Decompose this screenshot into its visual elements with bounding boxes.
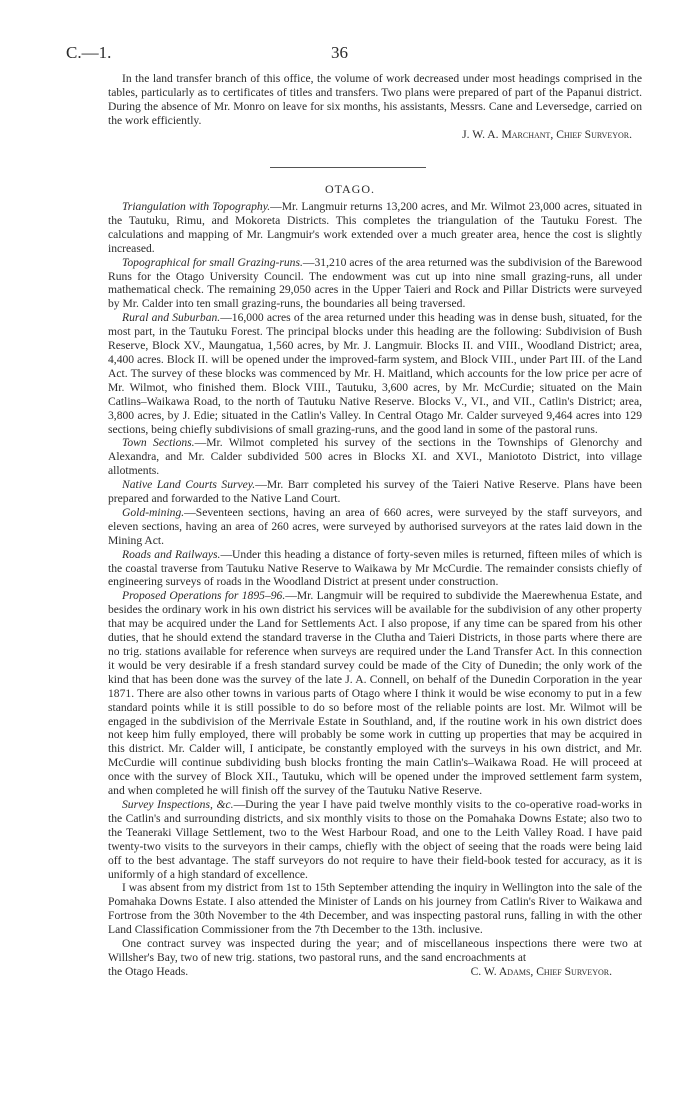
body: —During the year I have paid twelve monthly visits to the co-operative road-works in the Catlin's and surrounding districts, and six monthly visits to those on the Pomahaka Downs Estate; also two to the Teaneraki Village Settlement, two to the West Harbour Road, and one to the Leith Valley Road. I have paid twenty-two visits to the surveyors in their camps, chiefly with the object of seeing that the roads were being laid off to the best advantage. The staff surveyors do not require to have their field-book tested for accuracy, as it is uniformly of a high standard of excellence. (108, 797, 642, 881)
body: —Seventeen sections, having an area of 660 acres, were surveyed by the staff surveyors, and eleven sections, having an area of 260 acres, were surveyed by authorised surveyors at the rates laid down in the Mining Act. (108, 505, 642, 547)
body: —31,210 acres of the area returned was the subdivision of the Barewood Runs for the Otago University Council. The endowment was cut up into nine small grazing-runs, all under mathematical check. The remaining 29,050 acres in the Upper Taieri and Rock and Pillar Districts were surveyed by Mr. Calder into ten small grazing-runs, the boundaries all being traversed. (108, 255, 642, 311)
heading: Topographical for small Grazing-runs. (122, 255, 303, 269)
section-divider (270, 167, 426, 168)
body: —Mr. Langmuir returns 13,200 acres, and Mr. Wilmot 23,000 acres, situated in the Tautuku, Rimu, and Mokoreta Districts. This completes the triangulation of the Tautuku Forest. The calculations and mapping of Mr. Langmuir's work extended over a much greater area, hence the cost is slightly increased. (108, 200, 642, 255)
land-transfer-section (108, 72, 642, 142)
heading: Rural and Suburban. (122, 311, 221, 325)
section-title-otago: OTAGO. (324, 182, 376, 196)
closing-last-line-text: the Otago Heads. (108, 964, 189, 978)
closing-last-line (108, 965, 642, 979)
heading: Gold-mining. (122, 505, 185, 519)
paragraph-proposed-operations (108, 589, 642, 798)
paragraph-survey-inspections (108, 798, 642, 881)
paragraph-town-sections (108, 436, 642, 478)
heading: Triangulation with Topography. (122, 200, 271, 213)
document-code: C.—1. (66, 43, 112, 62)
paragraph-roads-railways (108, 548, 642, 590)
body: —16,000 acres of the area returned under this heading was in dense bush, situated, for the most part, in the Tautuku Forest. The principal blocks under this heading are the following: Subdivision of Bush Reserve, Block XV., Maungatua, 1,560 acres, by Mr. J. Langmuir. Blocks II. and VIII., Woodland District; area, 4,400 acres. Block II. will be opened under the improved-farm system, and Block VIII., under Part III. of the Land Act. The survey of these blocks was commenced by Mr. H. Maitland, which accounts for the low price per acre of Mr. Wilmot, who finished them. Block VIII., Tautuku, 3,600 acres, by Mr. McCurdie; situated on the Main Catlins–Waikawa Road, to the north of Tautuku Native Reserve. Blocks V., VI., and VII., Catlin's District; area, 3,800 acres, by J. Edie; situated in the Catlin's Valley. In Central Otago Mr. Calder surveyed 9,464 acres into 129 sections, being chiefly subdivisions of small grazing-runs, and the good land in some of the pastoral runs. (108, 311, 642, 436)
paragraph-closing: One contract survey was inspected during the year; and of miscellaneous inspections there were two at Willsher's Bay, two of new trig. stations, two pastoral runs, and the sand encroachments at (108, 937, 642, 964)
land-transfer-signature: J. W. A. Marchant, Chief Surveyor. (462, 127, 632, 141)
body: —Mr. Langmuir will be required to subdivide the Maerewhenua Estate, and besides the ordinary work in his own district his services will be available for the subdivision of any other property that may be acquired under the Land for Settlements Act. I also propose, if any time can be spared from his other duties, that he should extend the standard traverse in the Clutha and Taieri Districts, in those parts where there are no trig. stations available for reference when surveys are required under the Land Transfer Act. In this connection it would be very desirable if a fresh standard survey could be made of the City of Dunedin; the only work of the kind that has been done was the survey of the late J. A. Connell, on behalf of the Dunedin Corporation in the year 1871. There are also other towns in various parts of Otago where I think it would be wise economy to put in a few standard points while it is still possible to do so before most of the reliable points are lost. Mr. Wilmot will be engaged in the subdivision of the Merrivale Estate in Southland, and, if the routine work in his own district does not keep him fully employed, there will probably be some work in cutting up properties that may be acquired in this district. Mr. Calder will, I anticipate, be constantly employed with the surveys in his own district, and Mr. McCurdie will continue subdividing bush blocks fronting the main Catlin's–Waikawa Road. He will proceed at once with the survey of Block XII., Tautuku, which will be opened under the improved settlement farm system, and when completed he will finish off the survey of the Tautuku Native Reserve. (108, 589, 642, 798)
body: —Under this heading a distance of forty-seven miles is returned, fifteen miles of which is the coastal traverse from Tautuku Native Reserve to Waikawa by Mr McCurdie. The remainder consists chiefly of engineering surveys of roads in the Woodland District at present under construction. (108, 547, 642, 589)
heading: Proposed Operations for 1895–96. (122, 589, 286, 603)
body: —Mr. Barr completed his survey of the Taieri Native Reserve. Plans have been prepared and forwarded to the Native Land Court. (108, 478, 643, 506)
otago-signature: C. W. Adams, Chief Surveyor. (470, 964, 612, 978)
heading: Survey Inspections, &c. (122, 797, 234, 811)
page-number: 36 (331, 43, 348, 62)
land-transfer-paragraph: In the land transfer branch of this office, the volume of work decreased under most headings comprised in the tables, particularly as to certificates of titles and transfers. Two plans were prepared of part of the Papanui district. During the absence of Mr. Monro on leave for six months, his assistants, Messrs. Cane and Leversedge, carried on the work efficiently. (108, 72, 642, 127)
paragraph-triangulation (108, 200, 642, 256)
paragraph-native-land-courts (108, 478, 642, 506)
body: —Mr. Wilmot completed his survey of the sections in the Townships of Glenorchy and Alexandra, and Mr. Calder subdivided 500 acres in Blocks XI. and XVI., Maniototo District, into village allotments. (108, 436, 642, 478)
otago-section (108, 200, 642, 979)
heading: Town Sections. (122, 436, 195, 450)
paragraph-rural-suburban (108, 311, 642, 436)
paragraph-gold-mining (108, 506, 642, 548)
paragraph-topographical (108, 256, 642, 312)
heading: Roads and Railways. (122, 547, 221, 561)
body: I was absent from my district from 1st to 15th September attending the inquiry in Wellington into the sale of the Pomahaka Downs Estate. I also attended the Minister of Lands on his journey from Catlin's River to Waikawa and Fortrose from the 30th November to the 4th December, and was inspecting pastoral runs, falling in with the other Land Classification Commissioner from the 7th December to the 13th. inclusive. (108, 881, 642, 937)
paragraph-absence (108, 881, 642, 937)
heading: Native Land Courts Survey. (122, 478, 256, 492)
